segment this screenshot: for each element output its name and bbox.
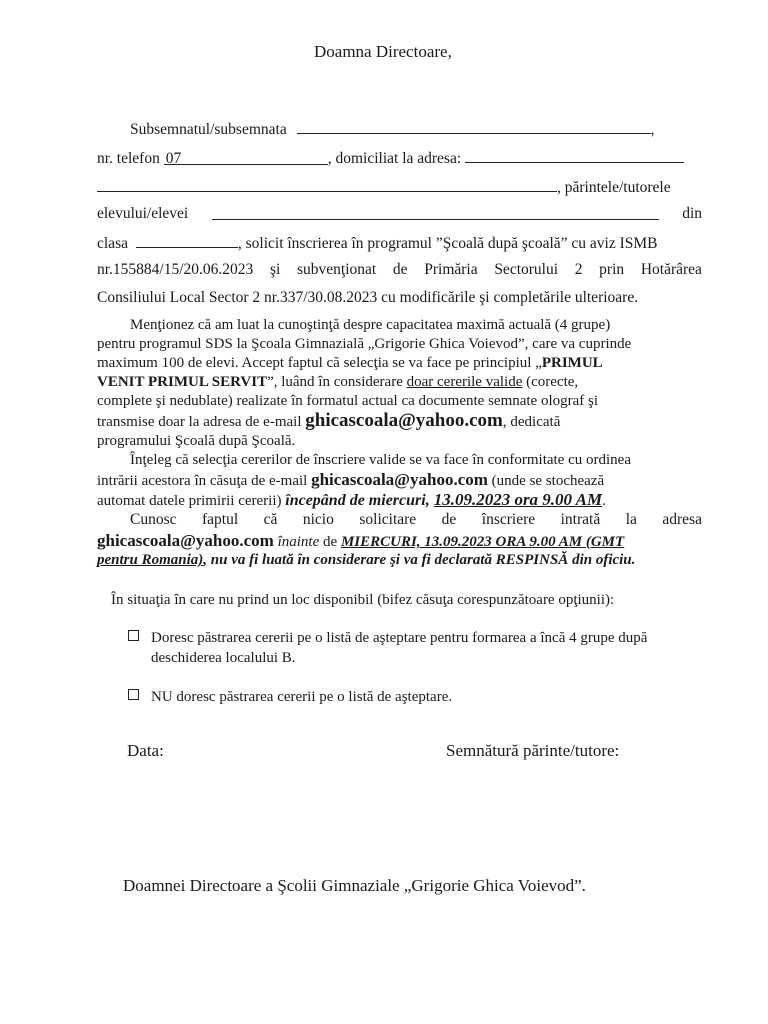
start-date: 13.09.2023 ora 9.00 AM — [433, 490, 603, 509]
option-2 — [128, 687, 452, 707]
aviz-word: nr.155884/15/20.06.2023 — [97, 261, 254, 278]
name-field[interactable] — [297, 118, 651, 134]
cunosc-word: că — [263, 511, 278, 528]
mention-text: maximum 100 de elevi. Accept faptul că selecţia se va face pe principiul „ — [97, 355, 542, 371]
mention-line-7: programului Şcoală după Şcoală. — [97, 433, 296, 449]
inainte-text: înainte — [273, 534, 320, 550]
footer-addressee: Doamnei Directoare a Şcolii Gimnaziale „Grigorie Ghica Voievod”. — [123, 876, 586, 895]
period: . — [602, 493, 606, 509]
aviz-word: Primăria — [424, 261, 478, 278]
rejection-notice: , nu va fi luată în considerare şi va fi declarată RESPINSĂ din oficiu. — [203, 552, 636, 568]
class-field[interactable] — [136, 232, 238, 248]
phone-prefix: 07 — [165, 150, 182, 167]
mention-line-6 — [97, 411, 560, 432]
aviz-word: subvenţionat — [297, 261, 377, 278]
aviz-word: de — [392, 261, 408, 278]
checkbox-waitlist[interactable] — [128, 630, 139, 641]
cererile-valide: doar cererile valide — [406, 374, 523, 390]
form-line-address2 — [97, 176, 671, 198]
aviz-word: Hotărârea — [640, 261, 702, 278]
form-line-aviz — [97, 260, 702, 280]
selection-text: (unde se stochează — [487, 473, 605, 489]
cunosc-word: faptul — [201, 511, 239, 528]
elevului-label: elevului/elevei — [97, 205, 189, 222]
checkbox-no-waitlist[interactable] — [128, 689, 139, 700]
cunosc-word: de — [441, 511, 457, 528]
mention-line-5: complete şi nedublate) realizate în formatul actual ca documente semnate olograf şi — [97, 393, 599, 409]
deadline-date: MIERCURI, 13.09.2023 ORA 9.00 AM (GMT — [340, 534, 625, 550]
form-line-class — [97, 232, 658, 254]
situation-text: În situaţia în care nu prind un loc disponibil (bifez căsuţa corespunzătoare opţiunii): — [111, 592, 615, 608]
mention-text: , dedicată — [502, 414, 561, 430]
mention-line-1: Menţionez că am luat la cunoştinţă despre capacitatea maximă actuală (4 grupe) — [130, 317, 611, 333]
selection-line-3 — [97, 490, 606, 511]
cunosc-word: înscriere — [481, 511, 536, 528]
mention-text: (corecte, — [522, 374, 579, 390]
student-field[interactable] — [212, 204, 659, 220]
address-field-2[interactable] — [97, 176, 557, 192]
selection-text: automat datele primirii cererii) — [97, 493, 286, 509]
page-title: Doamna Directoare, — [314, 42, 452, 61]
primul-bold: PRIMUL — [541, 355, 603, 371]
cunosc-word: intrată — [560, 511, 601, 528]
date-label: Data: — [127, 741, 164, 760]
mention-line-2: pentru programul SDS la Şcoala Gimnazială „Grigorie Ghica Voievod”, care va cuprinde — [97, 336, 632, 352]
selection-text: intrării acestora în căsuţa de e-mail — [97, 473, 312, 489]
cunosc-word: solicitare — [359, 511, 417, 528]
option-1 — [128, 628, 647, 648]
deadline-timezone: pentru Romania) — [97, 552, 204, 568]
option-1-line-2: deschiderea localului B. — [151, 650, 296, 666]
parinte-label: , părintele/tutorele — [557, 179, 671, 196]
mention-line-4 — [97, 373, 578, 392]
telefon-label: nr. telefon — [97, 150, 160, 167]
selection-line-1: Înţeleg că selecţia cererilor de înscriere valide se va face în conformitate cu ordinea — [130, 452, 631, 468]
email-link[interactable]: ghicascoala@yahoo.com — [97, 531, 274, 550]
domiciliat-label: , domiciliat la adresa: — [327, 150, 462, 167]
cunosc-word: Cunosc — [130, 511, 177, 528]
clasa-label: clasa — [97, 235, 128, 252]
form-line-name — [130, 118, 654, 140]
cunosc-text: de — [319, 534, 341, 550]
comma: , — [650, 121, 655, 138]
aviz-word: şi — [269, 261, 281, 278]
cunosc-word: la — [625, 511, 637, 528]
mention-text: transmise doar la adresa de e-mail — [97, 414, 306, 430]
form-line-consiliu: Consiliului Local Sector 2 nr.337/30.08.2023 cu modificările şi completările ulterioare. — [97, 289, 639, 306]
aviz-word: prin — [599, 261, 625, 278]
aviz-word: 2 — [574, 261, 583, 278]
phone-field[interactable] — [164, 149, 328, 165]
din-label: din — [682, 205, 702, 222]
venit-primul-servit: VENIT PRIMUL SERVIT — [97, 374, 268, 390]
cunosc-line-2 — [97, 531, 624, 552]
subsemnatul-label: Subsemnatul/subsemnata — [130, 121, 287, 138]
email-link[interactable]: ghicascoala@yahoo.com — [305, 410, 503, 431]
mention-line-3 — [97, 354, 603, 373]
solicit-text: , solicit înscrierea în programul ”Şcoală după şcoală” cu aviz ISMB — [237, 235, 658, 252]
form-line-student — [97, 204, 702, 224]
cunosc-line-3 — [97, 551, 635, 570]
aviz-word: Sectorului — [494, 261, 559, 278]
signature-label: Semnătură părinte/tutore: — [446, 741, 620, 760]
start-date-label: începând de miercuri, — [285, 492, 434, 509]
mention-text: ”, luând în considerare — [267, 374, 407, 390]
option-1-label: Doresc păstrarea cererii pe o listă de aşteptare pentru formarea a încă 4 grupe după — [151, 630, 648, 646]
cunosc-word: nicio — [302, 511, 334, 528]
selection-line-2 — [97, 470, 604, 491]
cunosc-line-1 — [130, 510, 702, 530]
email-link[interactable]: ghicascoala@yahoo.com — [311, 470, 488, 489]
cunosc-word: adresa — [662, 511, 702, 528]
form-line-phone — [97, 147, 684, 169]
option-2-label: NU doresc păstrarea cererii pe o listă de aşteptare. — [151, 689, 453, 705]
address-field[interactable] — [465, 147, 684, 163]
